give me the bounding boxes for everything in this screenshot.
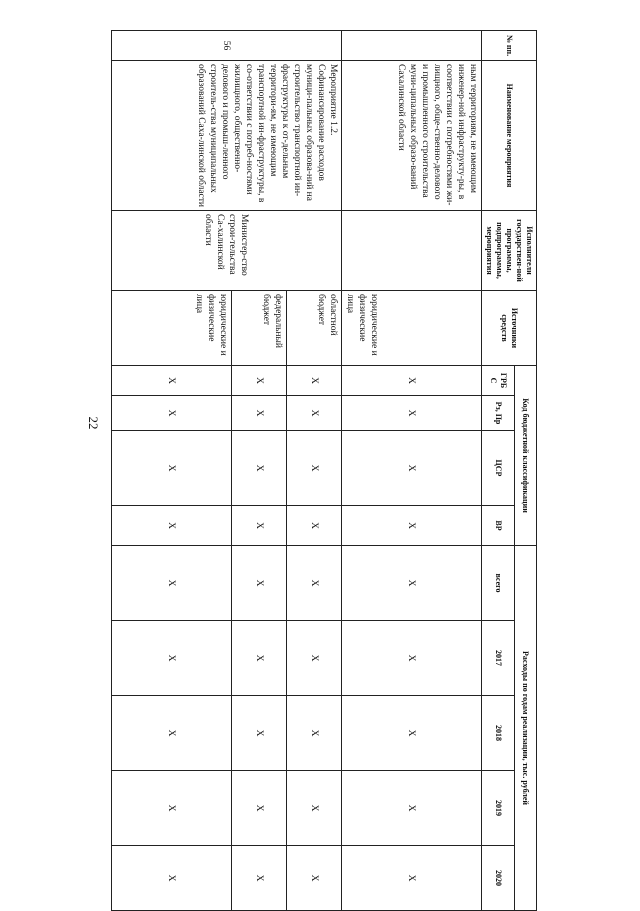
cell-2020: X bbox=[232, 846, 287, 911]
row-source: федеральный бюджет bbox=[232, 291, 287, 366]
header-budget-code: Код бюджетной классификации bbox=[515, 366, 537, 546]
header-vr: ВР bbox=[482, 506, 515, 546]
cell-2018: X bbox=[232, 696, 287, 771]
cell-total: X bbox=[232, 546, 287, 621]
cell-csr: X bbox=[112, 431, 232, 506]
cell-rzpr: X bbox=[287, 396, 342, 431]
header-name: Наименование мероприятия bbox=[482, 61, 537, 211]
table-row bbox=[287, 31, 342, 911]
row-name: ным территориям, не имеющим инженер-ной инфраструкту-ры, в соответствии с потребностями жи-лищного, обще-ственно-делового и промышленного строительства муни-ципальных образо-ваний Сахалинской области bbox=[342, 61, 482, 211]
cell-rzpr: X bbox=[112, 396, 232, 431]
row-source: областной бюджет bbox=[287, 291, 342, 366]
cell-2017: X bbox=[232, 621, 287, 696]
budget-table-sheet bbox=[112, 30, 537, 910]
cell-2020: X bbox=[287, 846, 342, 911]
cell-2017: X bbox=[112, 621, 232, 696]
cell-2018: X bbox=[342, 696, 482, 771]
cell-2020: X bbox=[112, 846, 232, 911]
header-2017: 2017 bbox=[482, 621, 515, 696]
header-num: № пп. bbox=[482, 31, 537, 61]
cell-2019: X bbox=[287, 771, 342, 846]
header-2020: 2020 bbox=[482, 846, 515, 911]
cell-csr: X bbox=[232, 431, 287, 506]
cell-vr: X bbox=[287, 506, 342, 546]
row-name: Мероприятие 1.2. Софинансирование расходов муници-пальных образова-ний на строительство транспортной ин-фраструктуры к от-дельным территори-ям, не имеющим транспортной ин-фраструктуры, в со-ответствии с потреб-ностями жилищного, общественно-делового и промыш-ленного строитель-ства муниципальных образований Саха-линской области bbox=[112, 61, 342, 211]
cell-2020: X bbox=[342, 846, 482, 911]
table-row bbox=[342, 31, 482, 911]
row-source: юридические и физические лица bbox=[112, 291, 232, 366]
header-grbs: ГРБ С bbox=[482, 366, 515, 396]
cell-grbs: X bbox=[232, 366, 287, 396]
cell-2019: X bbox=[232, 771, 287, 846]
budget-table bbox=[111, 30, 537, 911]
cell-rzpr: X bbox=[232, 396, 287, 431]
cell-2017: X bbox=[287, 621, 342, 696]
header-executor: Исполнители государствен-ной программы, подпрограммы, мероприятия bbox=[482, 211, 537, 291]
header-expenses: Расходы по годам реализации, тыс. рублей bbox=[515, 546, 537, 911]
header-rzpr: Рз, Пр bbox=[482, 396, 515, 431]
cell-vr: X bbox=[342, 506, 482, 546]
cell-csr: X bbox=[287, 431, 342, 506]
row-num: 56 bbox=[112, 31, 342, 61]
cell-grbs: X bbox=[342, 366, 482, 396]
header-source: Источники средств bbox=[482, 291, 537, 366]
cell-grbs: X bbox=[287, 366, 342, 396]
row-num bbox=[342, 31, 482, 61]
cell-2019: X bbox=[112, 771, 232, 846]
cell-rzpr: X bbox=[342, 396, 482, 431]
cell-2018: X bbox=[287, 696, 342, 771]
cell-total: X bbox=[112, 546, 232, 621]
header-total: всего bbox=[482, 546, 515, 621]
cell-total: X bbox=[342, 546, 482, 621]
cell-2018: X bbox=[112, 696, 232, 771]
cell-2019: X bbox=[342, 771, 482, 846]
header-2018: 2018 bbox=[482, 696, 515, 771]
cell-vr: X bbox=[112, 506, 232, 546]
cell-csr: X bbox=[342, 431, 482, 506]
row-executor: Министер-ство строи-тельства Са-халинской области bbox=[112, 211, 342, 291]
cell-2017: X bbox=[342, 621, 482, 696]
row-source: юридические и физические лица bbox=[342, 291, 482, 366]
header-csr: ЦСР bbox=[482, 431, 515, 506]
cell-grbs: X bbox=[112, 366, 232, 396]
page-number: 22 bbox=[86, 416, 101, 430]
cell-vr: X bbox=[232, 506, 287, 546]
row-executor bbox=[342, 211, 482, 291]
header-2019: 2019 bbox=[482, 771, 515, 846]
cell-total: X bbox=[287, 546, 342, 621]
